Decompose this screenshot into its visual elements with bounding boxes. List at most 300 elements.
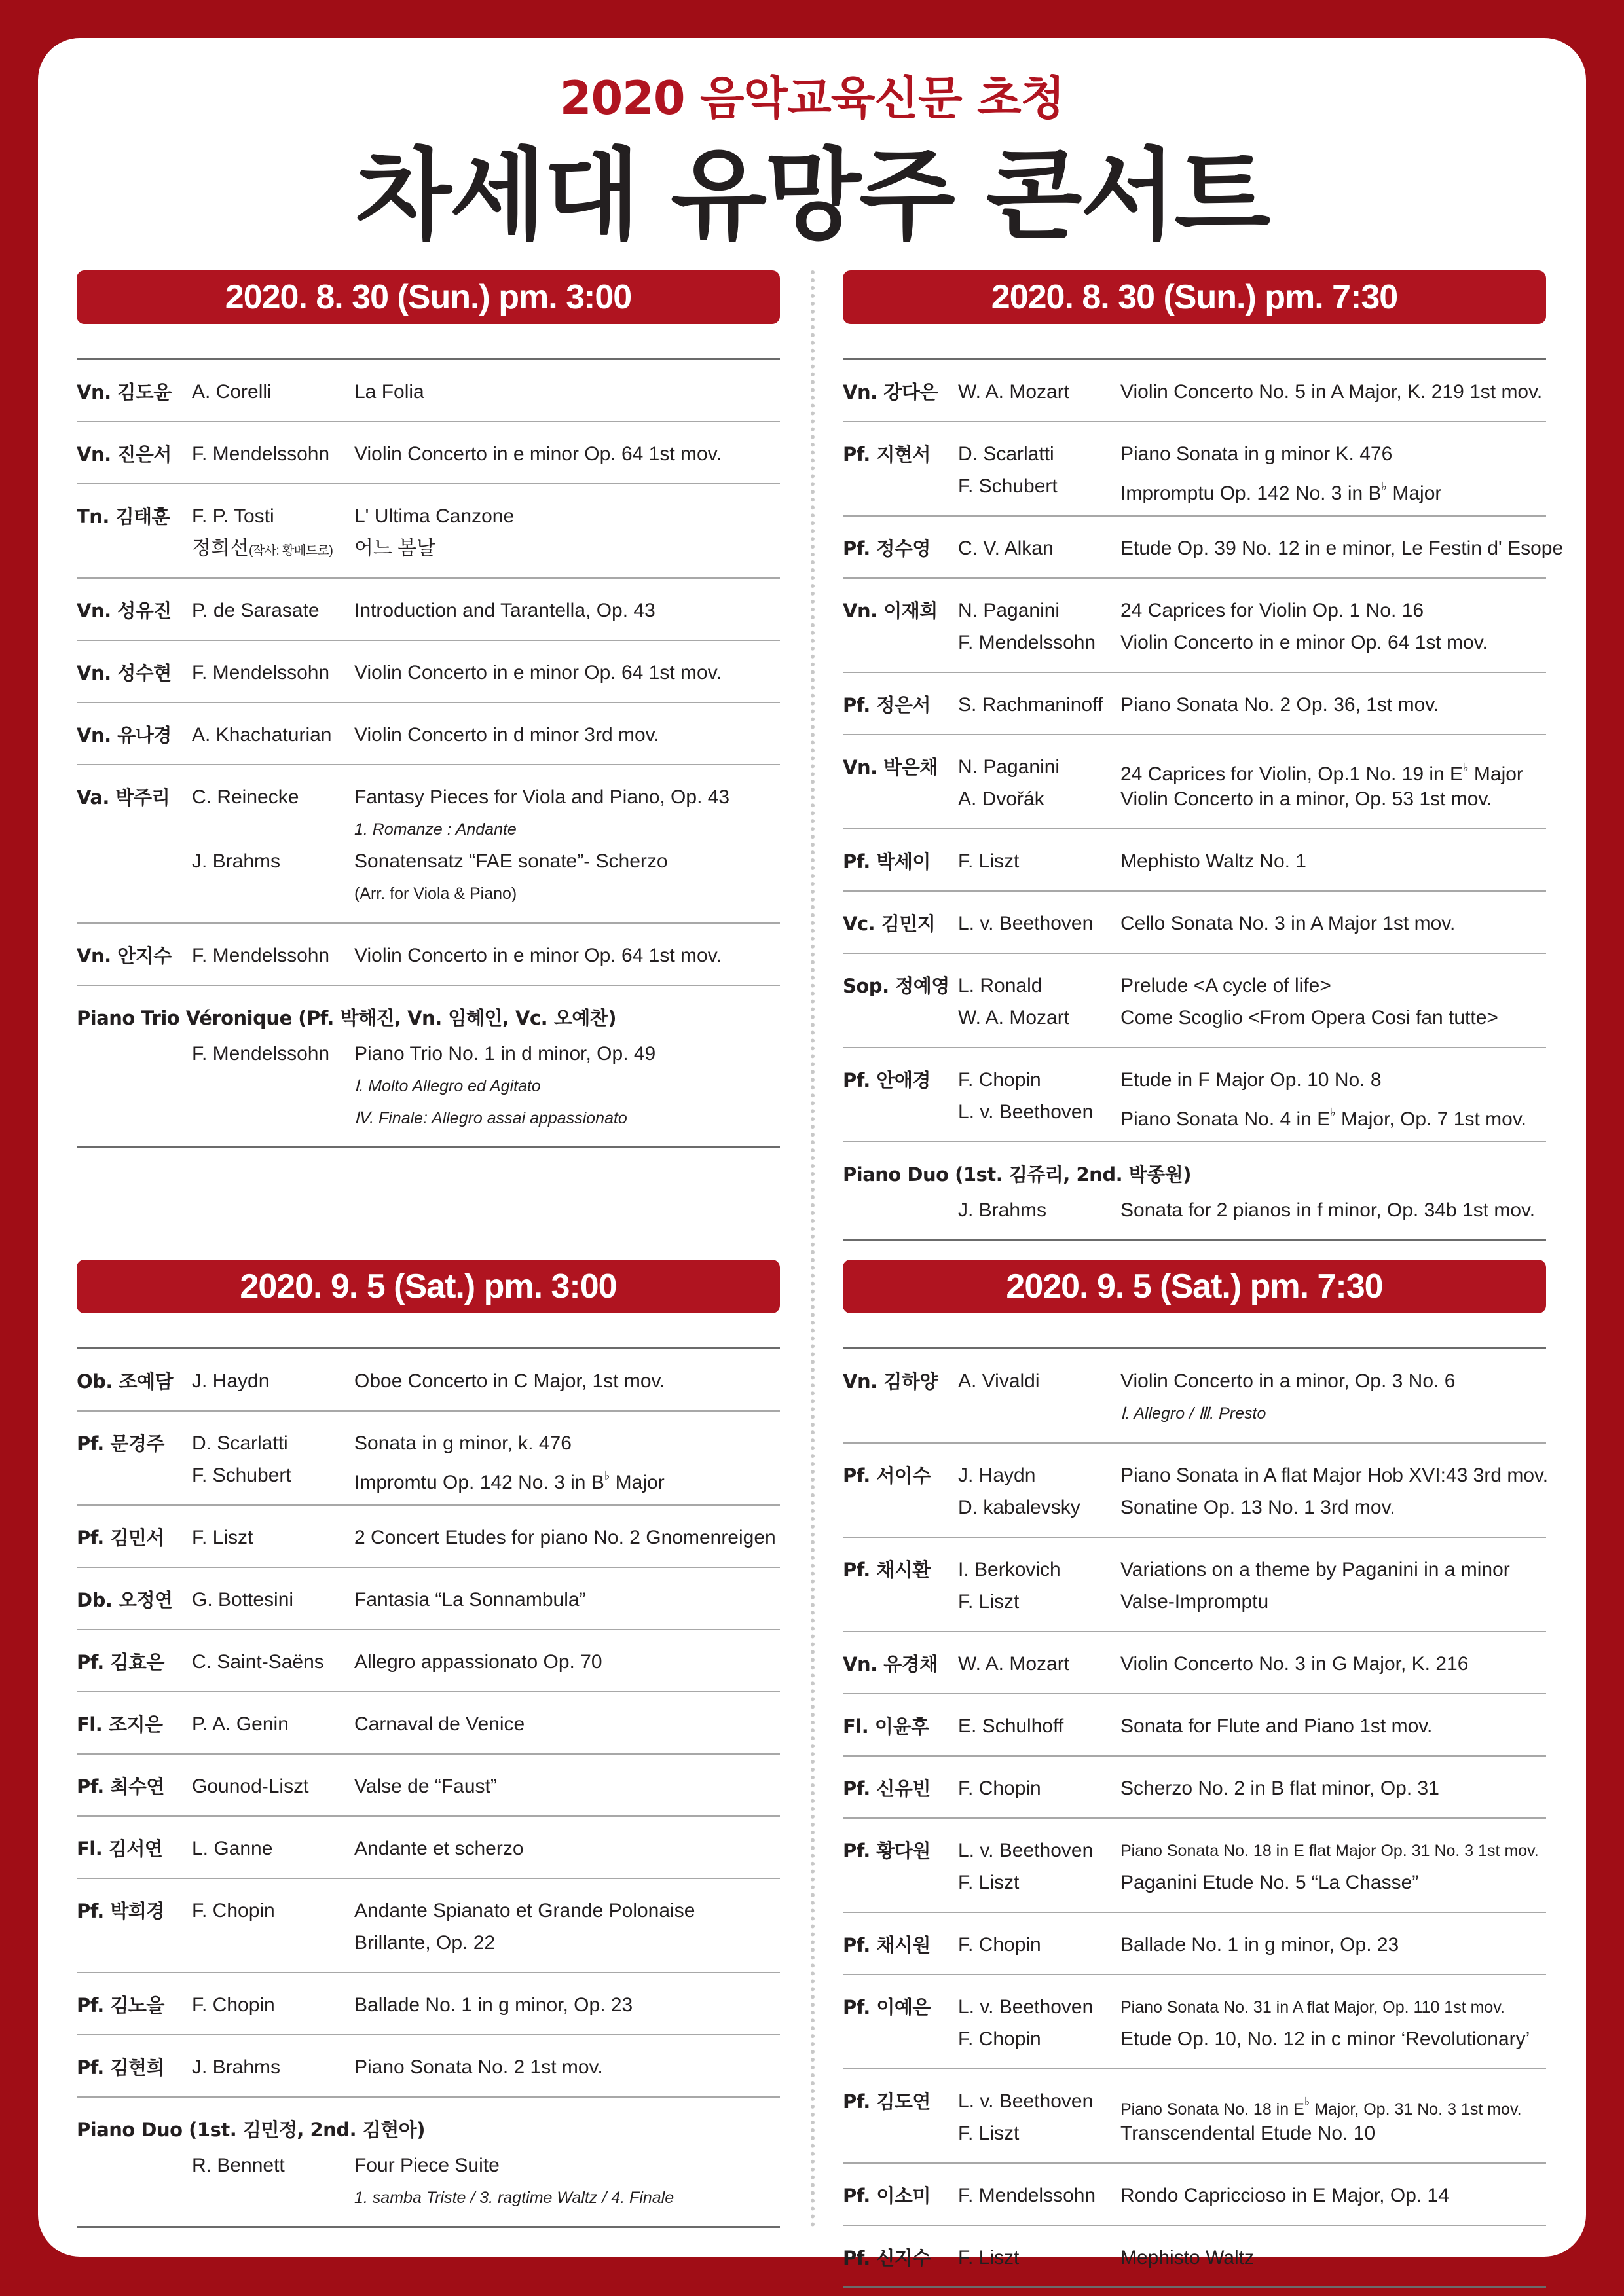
composer-text: D. kabalevsky xyxy=(958,1497,1080,1518)
composer-text: F. Liszt xyxy=(958,2247,1020,2269)
piece-text: Piano Sonata No. 4 in E xyxy=(1120,1108,1331,1130)
composer-name xyxy=(192,439,329,469)
piece-title xyxy=(1120,2119,1375,2149)
performer-name: Pf. 채시환 xyxy=(843,1559,931,1581)
performer-entry xyxy=(77,1568,780,1630)
program-line xyxy=(77,1366,780,1396)
session-block xyxy=(77,270,780,1148)
performer-entry xyxy=(843,1444,1549,1538)
program-line xyxy=(77,501,780,532)
program-line xyxy=(77,1928,780,1958)
performer-name: Vc. 김민지 xyxy=(843,913,936,935)
composer-name xyxy=(958,1097,1093,1127)
performer-entry xyxy=(77,1692,780,1755)
program-line xyxy=(843,971,1546,1001)
performer-entry xyxy=(77,2035,780,2098)
program-line xyxy=(843,1398,1546,1429)
piece-title xyxy=(354,1103,627,1133)
composer-text: F. Liszt xyxy=(958,1591,1020,1613)
piece-text: Sonatine Op. 13 No. 1 3rd mov. xyxy=(1120,1497,1395,1518)
program-line xyxy=(77,1709,780,1740)
composer-text: A. Vivaldi xyxy=(958,1370,1040,1392)
performer-entry xyxy=(77,641,780,703)
composer-text: F. Mendelssohn xyxy=(192,443,330,465)
performer-entry xyxy=(843,579,1546,673)
ensemble-entry xyxy=(77,2098,780,2228)
piece-title xyxy=(354,1647,602,1677)
composer-text: L. Ganne xyxy=(192,1838,273,1859)
piece-text: Ⅰ. Molto Allegro ed Agitato xyxy=(354,1077,541,1095)
composer-text: F. Chopin xyxy=(192,1994,275,2016)
performer-name: Fl. 조지은 xyxy=(77,1713,163,1736)
composer-text: F. Mendelssohn xyxy=(958,632,1096,653)
composer-name xyxy=(958,1868,1019,1898)
program-line xyxy=(77,1647,780,1677)
program-line xyxy=(843,596,1546,626)
ensemble-entry xyxy=(843,1142,1546,1241)
composer-name xyxy=(192,2052,280,2083)
piece-text: Piano Sonata No. 2 Op. 36, 1st mov. xyxy=(1120,694,1439,716)
piece-title xyxy=(1120,690,1439,720)
performer-entry xyxy=(843,1538,1546,1632)
composer-text: D. Scarlatti xyxy=(958,443,1054,465)
piece-title xyxy=(1120,1065,1382,1095)
program-line xyxy=(77,2151,780,2181)
piece-title xyxy=(354,1585,586,1615)
performer-entry xyxy=(843,1694,1546,1757)
piece-text: Prelude <A cycle of life> xyxy=(1120,975,1331,996)
performer-name: Va. 박주리 xyxy=(77,786,170,809)
composer-text: F. Mendelssohn xyxy=(958,2185,1096,2206)
performer-name: Pf. 신유빈 xyxy=(843,1777,931,1800)
composer-text: F. Mendelssohn xyxy=(192,945,330,966)
program-line xyxy=(843,909,1546,939)
piece-text: Sonatensatz “FAE sonate”- Scherzo xyxy=(354,850,668,872)
piece-title xyxy=(1120,471,1441,509)
piece-title xyxy=(1120,1097,1526,1135)
composer-text: F. Chopin xyxy=(958,1069,1041,1091)
piece-title xyxy=(1120,784,1492,814)
program-line xyxy=(77,879,780,909)
composer-text: L. v. Beethoven xyxy=(958,2090,1094,2112)
composer-name xyxy=(192,1896,275,1926)
composer-name xyxy=(192,1772,308,1802)
piece-text: 24 Caprices for Violin, Op.1 No. 19 in E xyxy=(1120,763,1464,785)
piece-title xyxy=(354,377,424,407)
piece-text: Introduction and Tarantella, Op. 43 xyxy=(354,600,655,621)
program-line xyxy=(843,2243,1546,2273)
composer-text: L. v. Beethoven xyxy=(958,1101,1094,1123)
performer-entry xyxy=(843,360,1546,422)
program-line xyxy=(843,377,1546,407)
performer-name: Pf. 정수영 xyxy=(843,538,931,560)
composer-text: E. Schulhoff xyxy=(958,1715,1064,1737)
composer-name xyxy=(958,847,1019,877)
performer-name: Pf. 이예은 xyxy=(843,1996,931,2018)
performer-name: Pf. 김현희 xyxy=(77,2056,164,2079)
composer-text: F. Chopin xyxy=(958,2028,1041,2050)
composer-text: F. Schubert xyxy=(958,475,1058,497)
composer-text: J. Haydn xyxy=(192,1370,270,1392)
composer-text: F. P. Tosti xyxy=(192,505,274,527)
piece-text: Ⅳ. Finale: Allegro assai appassionato xyxy=(354,1109,627,1127)
session-block xyxy=(843,1260,1549,2288)
composer-name xyxy=(958,1992,1093,2022)
piece-text-end: Major, Op. 31 No. 3 1st mov. xyxy=(1310,2100,1522,2119)
piece-title xyxy=(354,941,722,971)
session-block xyxy=(77,1260,780,2228)
piece-title xyxy=(1120,1398,1266,1429)
composer-name xyxy=(192,377,272,407)
performer-name: Pf. 김도연 xyxy=(843,2090,931,2113)
piece-text: Brillante, Op. 22 xyxy=(354,1932,496,1954)
piece-text: Scherzo No. 2 in B flat minor, Op. 31 xyxy=(1120,1777,1439,1799)
composer-name xyxy=(958,471,1058,501)
session-program-list xyxy=(77,358,780,1148)
composer-text: L. v. Beethoven xyxy=(958,1996,1094,2018)
composer-name xyxy=(192,1990,275,2020)
composer-name xyxy=(192,534,333,566)
piece-title xyxy=(1120,1649,1468,1679)
piece-text: Cello Sonata No. 3 in A Major 1st mov. xyxy=(1120,913,1456,934)
composer-name xyxy=(958,909,1093,939)
program-line xyxy=(843,2024,1546,2054)
piece-title xyxy=(1120,628,1488,658)
performer-entry xyxy=(77,765,780,924)
ensemble-name: Piano Duo (1st. 김민정, 2nd. 김현아) xyxy=(77,2119,425,2141)
composer-text: P. A. Genin xyxy=(192,1713,289,1735)
performer-entry xyxy=(843,954,1546,1048)
composer-name xyxy=(192,658,329,688)
composer-name xyxy=(192,1834,272,1864)
composer-name xyxy=(958,2243,1019,2273)
piece-title xyxy=(354,1039,655,1069)
piece-text: Piano Sonata in A flat Major Hob XVI:43 3rd mov. xyxy=(1120,1465,1549,1486)
performer-entry xyxy=(77,422,780,484)
composer-text: F. Mendelssohn xyxy=(192,662,330,683)
performer-name: Pf. 서이수 xyxy=(843,1465,931,1487)
piece-title xyxy=(1120,377,1542,407)
performer-entry xyxy=(843,2226,1546,2288)
piece-title xyxy=(354,658,722,688)
composer-name xyxy=(958,596,1060,626)
composer-text: F. Chopin xyxy=(958,1777,1041,1799)
composer-name xyxy=(958,628,1096,658)
program-card xyxy=(38,38,1586,2269)
piece-title xyxy=(354,2151,500,2181)
composer-text: D. Scarlatti xyxy=(192,1432,288,1454)
performer-entry xyxy=(843,1913,1546,1975)
composer-text: F. Chopin xyxy=(192,1900,275,1922)
flat-symbol: ♭ xyxy=(1381,480,1388,493)
composer-name xyxy=(192,501,274,532)
performer-entry xyxy=(843,735,1546,829)
flat-symbol: ♭ xyxy=(1463,761,1469,774)
composer-name xyxy=(958,1195,1046,1226)
composer-text: F. Liszt xyxy=(192,1527,253,1548)
composer-text: F. Chopin xyxy=(958,1934,1041,1956)
composer-text: L. v. Beethoven xyxy=(958,1840,1094,1861)
piece-title xyxy=(1120,534,1563,564)
composer-name xyxy=(958,2024,1041,2054)
program-line xyxy=(843,847,1546,877)
piece-text-end: Major xyxy=(1387,483,1442,504)
composer-name xyxy=(958,1836,1093,1866)
piece-title xyxy=(354,1896,695,1926)
piece-title xyxy=(1120,1868,1418,1898)
piece-title xyxy=(1120,1587,1268,1617)
flat-symbol: ♭ xyxy=(1330,1106,1336,1119)
program-line xyxy=(77,1990,780,2020)
performer-entry xyxy=(843,517,1564,579)
composer-text: W. A. Mozart xyxy=(958,1007,1070,1029)
piece-text: 1. Romanze : Andante xyxy=(354,820,517,839)
performer-entry xyxy=(843,1819,1546,1913)
composer-name xyxy=(192,782,299,812)
piece-title xyxy=(354,439,722,469)
program-line xyxy=(77,1103,780,1133)
composer-text: S. Rachmaninoff xyxy=(958,694,1103,716)
performer-name: Vn. 안지수 xyxy=(77,945,172,967)
composer-name xyxy=(192,1461,291,1491)
ensemble-entry xyxy=(77,986,780,1148)
program-line xyxy=(843,784,1546,814)
performer-entry xyxy=(843,422,1546,517)
piece-text: Carnaval de Venice xyxy=(354,1713,525,1735)
composer-text: C. V. Alkan xyxy=(958,538,1054,559)
program-line xyxy=(843,752,1546,785)
piece-text: Rondo Capriccioso in E Major, Op. 14 xyxy=(1120,2185,1449,2206)
ensemble-line xyxy=(843,1159,1546,1190)
composer-text: L. Ronald xyxy=(958,975,1043,996)
composer-name xyxy=(958,1366,1040,1396)
program-line xyxy=(843,1555,1546,1585)
performer-name: Ob. 조예담 xyxy=(77,1370,174,1393)
poster-subtitle: 2020 음악교육신문 초청 xyxy=(559,71,1065,125)
performer-entry xyxy=(843,1757,1546,1819)
performer-name: Vn. 박은채 xyxy=(843,756,938,778)
piece-title xyxy=(354,534,435,564)
program-line xyxy=(77,1039,780,1069)
ensemble-line xyxy=(77,1003,780,1033)
composer-name xyxy=(958,2119,1019,2149)
piece-title xyxy=(1120,1195,1535,1226)
piece-title xyxy=(1120,847,1306,877)
program-line xyxy=(77,377,780,407)
performer-name: Vn. 진은서 xyxy=(77,443,172,465)
piece-title xyxy=(1120,596,1424,626)
performer-name: Sop. 정예영 xyxy=(843,975,950,997)
program-line xyxy=(843,1461,1549,1491)
composer-text: L. v. Beethoven xyxy=(958,913,1094,934)
piece-title xyxy=(1120,2181,1449,2211)
piece-title xyxy=(1120,1992,1505,2022)
composer-text: J. Haydn xyxy=(958,1465,1036,1486)
composer-name xyxy=(192,1523,253,1553)
piece-title xyxy=(1120,439,1392,469)
performer-entry xyxy=(843,1632,1546,1694)
performer-name: Pf. 지현서 xyxy=(843,443,931,465)
performer-entry xyxy=(843,1349,1546,1444)
piece-text: Allegro appassionato Op. 70 xyxy=(354,1651,602,1673)
performer-name: Pf. 박세이 xyxy=(843,850,931,873)
performer-name: Pf. 박희경 xyxy=(77,1900,164,1922)
ensemble-name: Piano Trio Véronique (Pf. 박해진, Vn. 임혜인, Vc. 오예찬) xyxy=(77,1007,616,1029)
piece-text: Sonata in g minor, k. 476 xyxy=(354,1432,572,1454)
composer-name xyxy=(192,720,331,750)
performer-name: Vn. 성유진 xyxy=(77,600,172,622)
session-program-list xyxy=(843,358,1564,1241)
piece-title xyxy=(1120,1711,1432,1741)
composer-name xyxy=(958,784,1044,814)
program-line xyxy=(843,1195,1546,1226)
piece-text: Sonata for 2 pianos in f minor, Op. 34b 1st mov. xyxy=(1120,1199,1536,1221)
performer-entry xyxy=(843,673,1546,735)
piece-title xyxy=(354,1709,525,1740)
performer-entry xyxy=(843,892,1546,954)
program-line xyxy=(843,1366,1546,1396)
performer-name: Pf. 이소미 xyxy=(843,2185,931,2207)
piece-text: Mephisto Waltz xyxy=(1120,2247,1254,2269)
performer-name: Pf. 정은서 xyxy=(843,694,931,716)
composer-text: A. Corelli xyxy=(192,381,272,403)
piece-text: Violin Concerto No. 3 in G Major, K. 216 xyxy=(1120,1653,1469,1675)
piece-text: Andante Spianato et Grande Polonaise xyxy=(354,1900,695,1922)
composer-name xyxy=(192,1585,293,1615)
composer-name xyxy=(958,439,1054,469)
program-line xyxy=(843,2181,1546,2211)
performer-entry xyxy=(843,1048,1546,1142)
flat-symbol: ♭ xyxy=(1304,2095,1310,2108)
piece-text: 24 Caprices for Violin Op. 1 No. 16 xyxy=(1120,600,1424,621)
lyricist-note: (작사: 황베드로) xyxy=(248,544,333,558)
composer-name xyxy=(192,1709,289,1740)
composer-text: 정희선 xyxy=(192,538,249,559)
program-line xyxy=(77,1071,780,1101)
program-line xyxy=(77,1585,780,1615)
composer-name xyxy=(958,690,1103,720)
piece-text: Piano Sonata No. 18 in E xyxy=(1120,2100,1304,2119)
composer-name xyxy=(958,1649,1069,1679)
piece-text: Ballade No. 1 in g minor, Op. 23 xyxy=(1120,1934,1399,1956)
program-line xyxy=(843,1587,1546,1617)
performer-entry xyxy=(77,579,780,641)
piece-text: La Folia xyxy=(354,381,424,403)
piece-title xyxy=(354,879,517,909)
program-line xyxy=(77,1772,780,1802)
performer-name: Vn. 유나경 xyxy=(77,724,172,746)
performer-name: Pf. 황다원 xyxy=(843,1840,931,1862)
program-line xyxy=(843,1868,1546,1898)
flat-symbol: ♭ xyxy=(604,1469,610,1482)
piece-text: Etude in F Major Op. 10 No. 8 xyxy=(1120,1069,1382,1091)
composer-text: N. Paganini xyxy=(958,600,1060,621)
piece-title xyxy=(354,1834,524,1864)
composer-name xyxy=(192,596,320,626)
piece-title xyxy=(1120,1003,1498,1033)
performer-name: Pf. 김노을 xyxy=(77,1994,164,2016)
composer-text: G. Bottesini xyxy=(192,1589,294,1611)
piece-title xyxy=(354,501,514,532)
composer-name xyxy=(958,971,1042,1001)
performer-name: Pf. 문경주 xyxy=(77,1432,164,1455)
session-block xyxy=(843,270,1564,1241)
program-line xyxy=(843,2086,1546,2117)
piece-text: Oboe Concerto in C Major, 1st mov. xyxy=(354,1370,665,1392)
composer-text: J. Brahms xyxy=(192,2056,281,2078)
performer-name: Vn. 성수현 xyxy=(77,662,172,684)
piece-text: Mephisto Waltz No. 1 xyxy=(1120,850,1306,872)
piece-text: Violin Concerto in e minor Op. 64 1st mov. xyxy=(354,443,722,465)
piece-title xyxy=(1120,2243,1254,2273)
piece-title xyxy=(1120,1774,1439,1804)
composer-name xyxy=(192,1366,269,1396)
performer-entry xyxy=(77,1973,780,2035)
piece-title xyxy=(1120,971,1331,1001)
session-datetime-banner: 2020. 9. 5 (Sat.) pm. 7:30 xyxy=(843,1260,1546,1313)
program-line xyxy=(843,1649,1546,1679)
performer-name: Pf. 최수연 xyxy=(77,1776,164,1798)
composer-name xyxy=(958,1555,1061,1585)
piece-text: Four Piece Suite xyxy=(354,2155,500,2176)
performer-entry xyxy=(77,360,780,422)
program-line xyxy=(77,814,780,845)
program-line xyxy=(843,1992,1546,2022)
piece-title xyxy=(1120,1555,1510,1585)
composer-name xyxy=(958,2181,1096,2211)
composer-name xyxy=(192,1647,324,1677)
program-line xyxy=(77,2052,780,2083)
piece-text: Violin Concerto in e minor Op. 64 1st mov. xyxy=(1120,632,1488,653)
piece-text: 1. samba Triste / 3. ragtime Waltz / 4. Finale xyxy=(354,2189,674,2207)
composer-text: N. Paganini xyxy=(958,756,1060,778)
program-line xyxy=(843,690,1546,720)
composer-text: W. A. Mozart xyxy=(958,1653,1070,1675)
piece-title xyxy=(354,1928,495,1958)
composer-text: F. Liszt xyxy=(958,2123,1020,2144)
performer-entry xyxy=(77,1349,780,1412)
composer-text: W. A. Mozart xyxy=(958,381,1070,403)
program-line xyxy=(77,1834,780,1864)
composer-name xyxy=(958,752,1060,782)
ensemble-line xyxy=(77,2115,780,2145)
piece-text: (Arr. for Viola & Piano) xyxy=(354,884,517,903)
composer-name xyxy=(958,1003,1069,1033)
composer-text: F. Mendelssohn xyxy=(192,1043,330,1065)
performer-entry xyxy=(77,1755,780,1817)
piece-title xyxy=(354,720,659,750)
performer-entry xyxy=(77,1412,780,1506)
composer-text: C. Reinecke xyxy=(192,786,299,808)
piece-text-end: Major xyxy=(1468,763,1523,785)
piece-text: Violin Concerto No. 5 in A Major, K. 219 1st mov. xyxy=(1120,381,1543,403)
performer-name: Vn. 유경채 xyxy=(843,1653,938,1675)
piece-text: Piano Sonata No. 18 in E flat Major Op. 31 No. 3 1st mov. xyxy=(1120,1842,1539,1860)
piece-text: Ballade No. 1 in g minor, Op. 23 xyxy=(354,1994,633,2016)
piece-text: Sonata for Flute and Piano 1st mov. xyxy=(1120,1715,1433,1737)
piece-title xyxy=(354,1071,541,1101)
performer-name: Vn. 김도윤 xyxy=(77,381,172,403)
program-line xyxy=(77,847,780,877)
piece-text: Impromtu Op. 142 No. 3 in B xyxy=(354,1472,604,1493)
composer-text: F. Liszt xyxy=(958,850,1020,872)
piece-text: Ⅰ. Allegro / Ⅲ. Presto xyxy=(1120,1404,1266,1423)
program-line xyxy=(843,471,1546,504)
piece-text: Variations on a theme by Paganini in a minor xyxy=(1120,1559,1510,1580)
piece-title xyxy=(354,1429,572,1459)
program-line xyxy=(77,1896,780,1926)
composer-name xyxy=(958,1493,1080,1523)
